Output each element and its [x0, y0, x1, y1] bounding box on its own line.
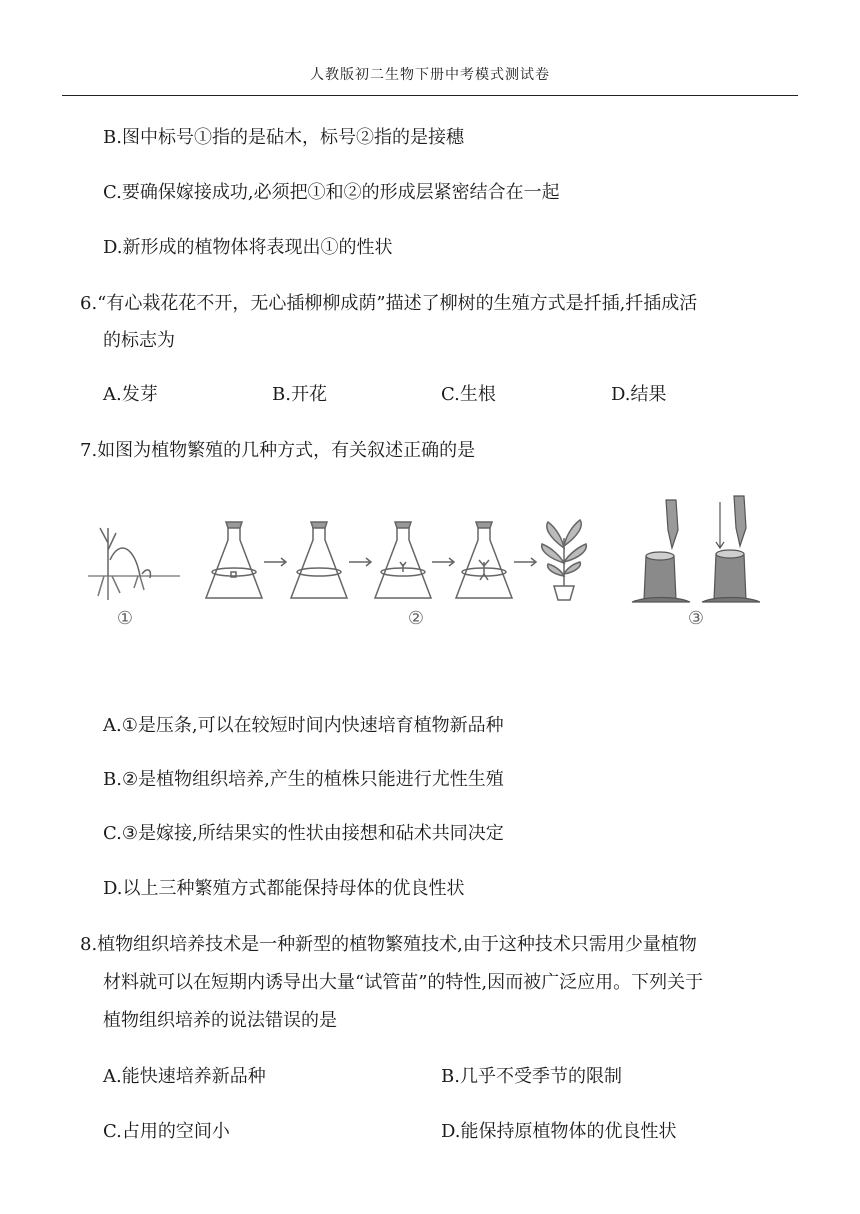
q8-stem-line2: 材料就可以在短期内诱导出大量“试管苗”的特性,因而被广泛应用。下列关于	[103, 972, 704, 993]
propagation-illustration	[80, 488, 760, 638]
q6-stem-line2: 的标志为	[103, 330, 175, 351]
layering-illustration	[88, 528, 180, 600]
q8-stem-line1: 8.植物组织培养技术是一种新型的植物繁殖技术,由于这种技术只需用少量植物	[80, 934, 697, 955]
q7-option-b: B.②是植物组织培养,产生的植株只能进行尤性生殖	[103, 769, 504, 790]
q7-figure	[80, 488, 760, 638]
q6-option-d: D.结果	[611, 384, 667, 405]
q7-option-c: C.③是嫁接,所结果实的性状由接想和砧术共同决定	[103, 823, 504, 844]
q5-option-c: C.要确保嫁接成功,必须把①和②的形成层紧密结合在一起	[103, 182, 560, 203]
q8-option-a: A.能快速培养新品种	[103, 1066, 266, 1087]
q6-option-c: C.生根	[441, 384, 496, 405]
grafting-illustration	[632, 496, 760, 602]
page-header: 人教版初二生物下册中考模式测试卷	[310, 67, 550, 83]
q6-option-a: A.发芽	[103, 384, 158, 405]
figure-label-1: ①	[116, 608, 134, 629]
q7-option-d: D.以上三种繁殖方式都能保持母体的优良性状	[103, 878, 465, 899]
header-divider	[62, 95, 798, 96]
figure-label-3: ③	[687, 608, 705, 629]
q7-option-a: A.①是压条,可以在较短时间内快速培育植物新品种	[103, 715, 504, 736]
q8-option-d: D.能保持原植物体的优良性状	[441, 1121, 677, 1142]
q6-stem-line1: 6.“有心栽花花不开，无心插柳柳成荫”描述了柳树的生殖方式是扦插,扦插成活	[80, 293, 698, 314]
q5-option-d: D.新形成的植物体将表现出①的性状	[103, 237, 393, 258]
figure-label-2: ②	[407, 608, 425, 629]
q8-stem-line3: 植物组织培养的说法错误的是	[103, 1010, 337, 1031]
q7-stem: 7.如图为植物繁殖的几种方式，有关叙述正确的是	[80, 440, 476, 461]
q8-option-b: B.几乎不受季节的限制	[441, 1066, 622, 1087]
q8-option-c: C.占用的空间小	[103, 1121, 230, 1142]
q6-option-b: B.开花	[272, 384, 327, 405]
tissue-culture-illustration	[206, 520, 586, 600]
q5-option-b: B.图中标号①指的是砧木，标号②指的是接穗	[103, 127, 464, 148]
